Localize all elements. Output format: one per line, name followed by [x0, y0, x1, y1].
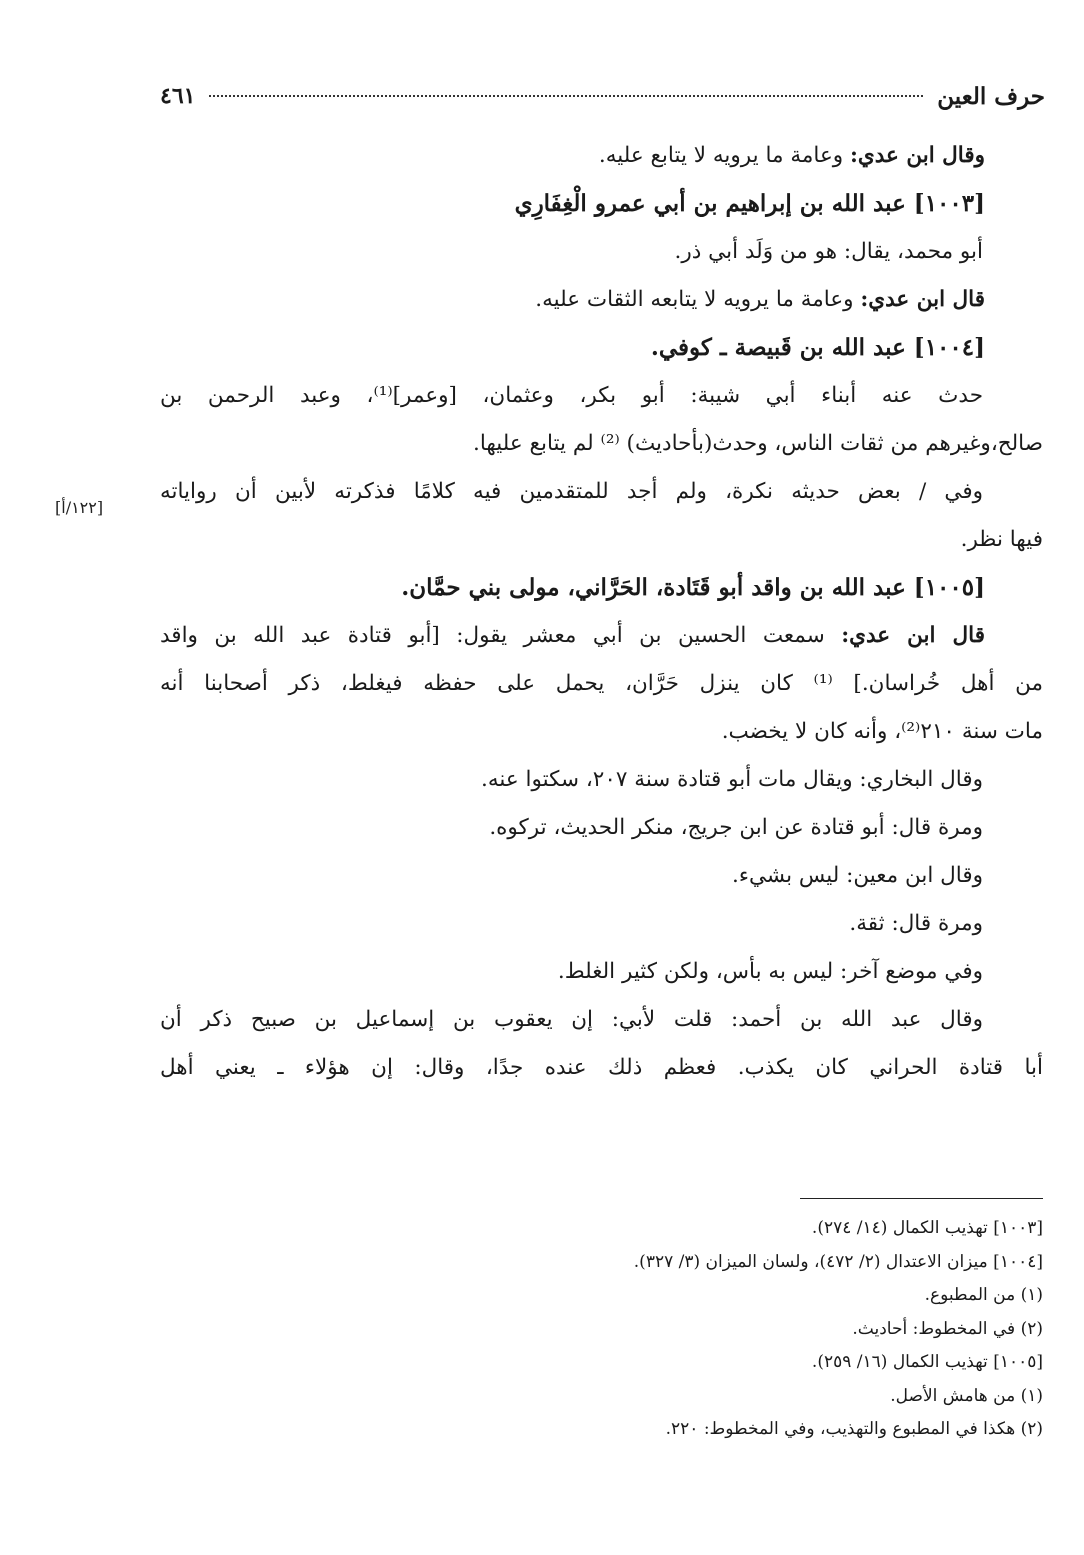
text-line: صالح،وغيرهم من ثقات الناس، وحدث(بأحاديث) ⁽²⁾ لم يتابع عليها. [472, 431, 1043, 456]
line-text: سمعت الحسين بن أبي معشر يقول: [أبو قتادة عبد الله بن واقد [160, 623, 842, 648]
line-text: وعامة ما يرويه لا يتابعه الثقات عليه. [535, 287, 861, 312]
speaker-label: وقال ابن عدي: [849, 143, 985, 168]
line-text: وعامة ما يرويه لا يتابع عليه. [598, 143, 850, 168]
header-rule [209, 95, 923, 97]
footnote: (١) من هامش الأصل. [890, 1385, 1043, 1406]
text-line [160, 276, 1043, 324]
text-line: أبو محمد، يقال: هو من وَلَد أبي ذر. [674, 239, 983, 264]
text-line: وقال البخاري: ويقال مات أبو قتادة سنة ٢٠٧، سكتوا عنه. [481, 767, 983, 792]
footnote: [١٠٠٥] تهذيب الكمال (١٦/ ٢٥٩). [811, 1352, 1043, 1372]
footnote: [١٠٠٣] تهذيب الكمال (١٤/ ٢٧٤). [811, 1218, 1043, 1238]
footnote: (٢) هكذا في المطبوع والتهذيب، وفي المخطوط: ٢٢٠. [665, 1419, 1043, 1439]
footnote: [١٠٠٤] ميزان الاعتدال (٢/ ٤٧٢)، ولسان الميزان (٣/ ٣٢٧). [633, 1251, 1043, 1272]
text-line: وفي موضع آخر: ليس به بأس، ولكن كثير الغلط. [557, 959, 983, 984]
text-line: حدث عنه أبناء أبي شيبة: أبو بكر، وعثمان، [وعمر]⁽¹⁾، وعبد الرحمن بن [160, 383, 983, 408]
footnote-rule [800, 1198, 1043, 1199]
text-line: من أهل خُراسان.] ⁽¹⁾ كان ينزل حَرَّان، يحمل على حفظه فيغلط، ذكر أصحابنا أنه [160, 671, 1043, 696]
entry-heading-1003: [١٠٠٣] عبد الله بن إبراهيم بن أبي عمرو الْغِفَارِي [514, 190, 985, 217]
page-number: ٤٦١ [160, 83, 196, 109]
text-line: وفي / بعض حديثه نكرة، ولم أجد للمتقدمين فيه كلامًا فذكرته لأبين أن رواياته [160, 479, 983, 504]
text-line: أبا قتادة الحراني كان يكذب. فعظم ذلك عنده جدًا، وقال: إن هؤلاء ـ يعني أهل [160, 1055, 1043, 1080]
text-line: وقال عبد الله بن أحمد: قلت لأبي: إن يعقوب بن إسماعيل بن صبيح ذكر أن [160, 1007, 983, 1032]
speaker-label: قال ابن عدي: [860, 287, 985, 312]
text-line [160, 132, 1043, 180]
running-header [160, 78, 1045, 114]
text-line: فيها نظر. [960, 527, 1043, 552]
footnotes [300, 1212, 1043, 1447]
chapter-title: حرف العين [937, 82, 1045, 110]
speaker-label: قال ابن عدي: [841, 623, 986, 648]
footnote: (١) من المطبوع. [924, 1285, 1043, 1305]
manuscript-folio-ref: [١٢٢/أ] [55, 498, 104, 517]
entry-heading-1004: [١٠٠٤] عبد الله بن قَبيصة ـ كوفي. [650, 334, 985, 361]
footnote: (٢) في المخطوط: أحاديث. [852, 1318, 1043, 1339]
main-text [160, 132, 1043, 1092]
text-line: وقال ابن معين: ليس بشيء. [732, 863, 983, 888]
entry-heading-1005: [١٠٠٥] عبد الله بن واقد أبو قَتَادة، الحَرَّاني، مولى بني حمَّان. [401, 574, 985, 601]
text-line [160, 612, 1043, 660]
text-line: ومرة قال: أبو قتادة عن ابن جريج، منكر الحديث، تركوه. [489, 815, 983, 840]
text-line: ومرة قال: ثقة. [849, 911, 983, 936]
text-line: مات سنة ٢١٠⁽²⁾، وأنه كان لا يخضب. [721, 719, 1043, 744]
